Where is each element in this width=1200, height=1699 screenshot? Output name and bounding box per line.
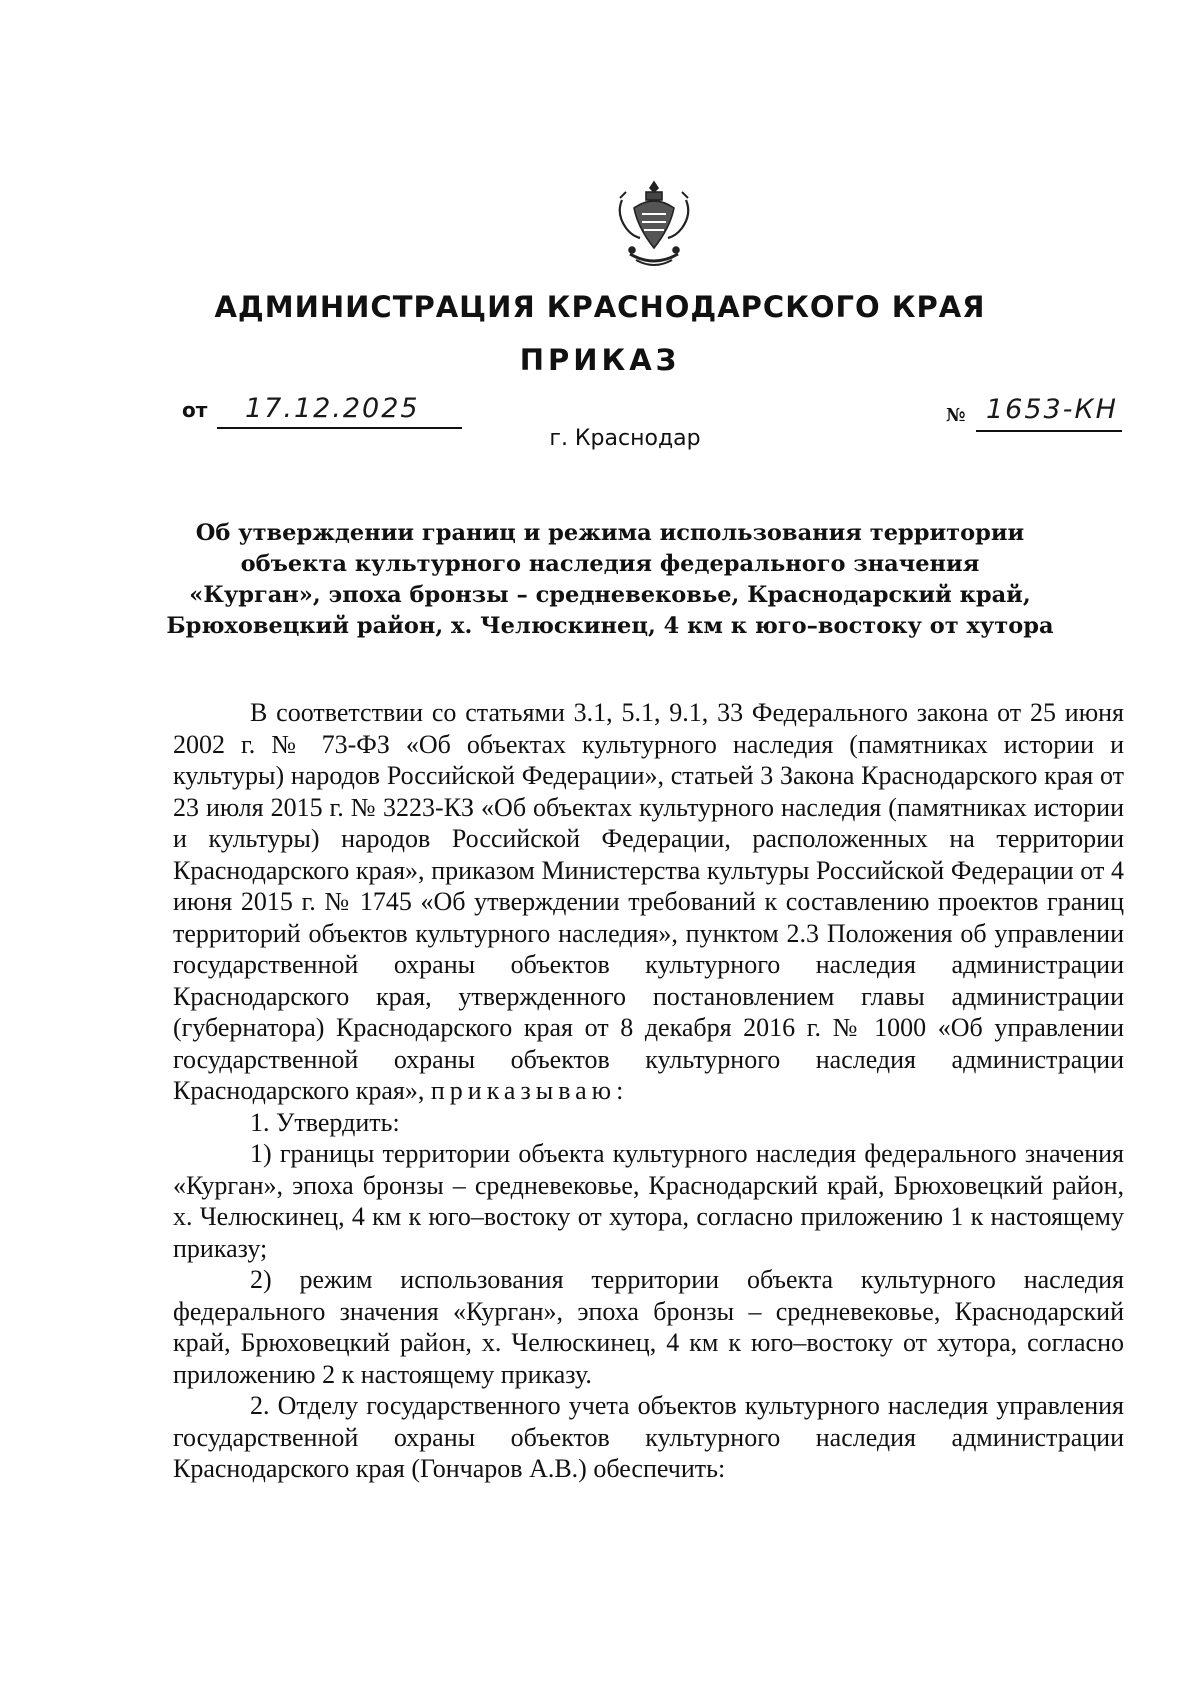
item-1-heading: 1. Утвердить: bbox=[250, 1107, 400, 1137]
date-prefix: от bbox=[182, 398, 208, 422]
subject-line: Об утверждении границ и режима использования территории bbox=[195, 520, 1025, 546]
subject-line: «Курган», эпоха бронзы – средневековье, Краснодарский край, bbox=[189, 582, 1031, 608]
order-subject bbox=[160, 518, 1060, 642]
subject-line: Брюховецкий район, х. Челюскинец, 4 км к юго–востоку от хутора bbox=[166, 613, 1054, 639]
organization-name: АДМИНИСТРАЦИЯ КРАСНОДАРСКОГО КРАЯ bbox=[214, 290, 986, 324]
subject-line: объекта культурного наследия федерального значения bbox=[240, 551, 980, 577]
number-prefix: № bbox=[946, 405, 966, 426]
preamble-text: В соответствии со статьями 3.1, 5.1, 9.1, 33 Федерального закона от 25 июня 2002 г. № 73-ФЗ «Об объектах культурного наследия (памятниках истории и культуры) народов Российской Федерации», статьей 3 Закона Краснодарского края от 23 июля 2015 г. № 3223-КЗ «Об объектах культурного наследия (памятниках истории и культуры) народов Российской Федерации, расположенных на территории Краснодарского края», приказом Министерства культуры Российской Федерации от 4 июня 2015 г. № 1745 «Об утверждении требований к составлению проектов границ территорий объектов культурного наследия», пунктом 2.3 Положения об управлении государственной охраны объектов культурного наследия администрации Краснодарского края, утвержденного постановлением главы администрации (губернатора) Краснодарского края от 8 декабря 2016 г. № 1000 «Об управлении государственной охраны объектов культурного наследия администрации Краснодарского края», bbox=[173, 698, 1124, 1105]
document-body bbox=[173, 697, 1124, 1485]
item-1-1-paragraph: 1) границы территории объекта культурного наследия федерального значения «Курган», эпоха бронзы – средневековье, Краснодарский край, Брюховецкий район, х. Челюскинец, 4 км к юго–востоку от хутора, согласно приложению 1 к настоящему приказу; bbox=[173, 1139, 1124, 1263]
city-line: г. Краснодар bbox=[549, 426, 701, 451]
handwritten-number: 1653-КН bbox=[986, 394, 1118, 425]
item-1-2-paragraph: 2) режим использования территории объекта культурного наследия федерального значения «Курган», эпоха бронзы – средневековье, Краснодарский край, Брюховецкий район, х. Челюскинец, 4 км к юго–востоку от хутора, согласно приложению 2 к настоящему приказу. bbox=[173, 1265, 1124, 1389]
date-field bbox=[217, 393, 462, 429]
coat-of-arms-emblem-icon bbox=[612, 178, 696, 274]
order-word: приказываю: bbox=[430, 1076, 629, 1105]
preamble-paragraph bbox=[173, 697, 1124, 1107]
item-2-paragraph: 2. Отделу государственного учета объектов культурного наследия управления государственной охраны объектов культурного наследия администрации Краснодарского края (Гончаров А.В.) обеспечить: bbox=[173, 1391, 1124, 1483]
document-type-title: ПРИКАЗ bbox=[519, 343, 681, 377]
handwritten-date: 17.12.2025 bbox=[245, 393, 420, 424]
